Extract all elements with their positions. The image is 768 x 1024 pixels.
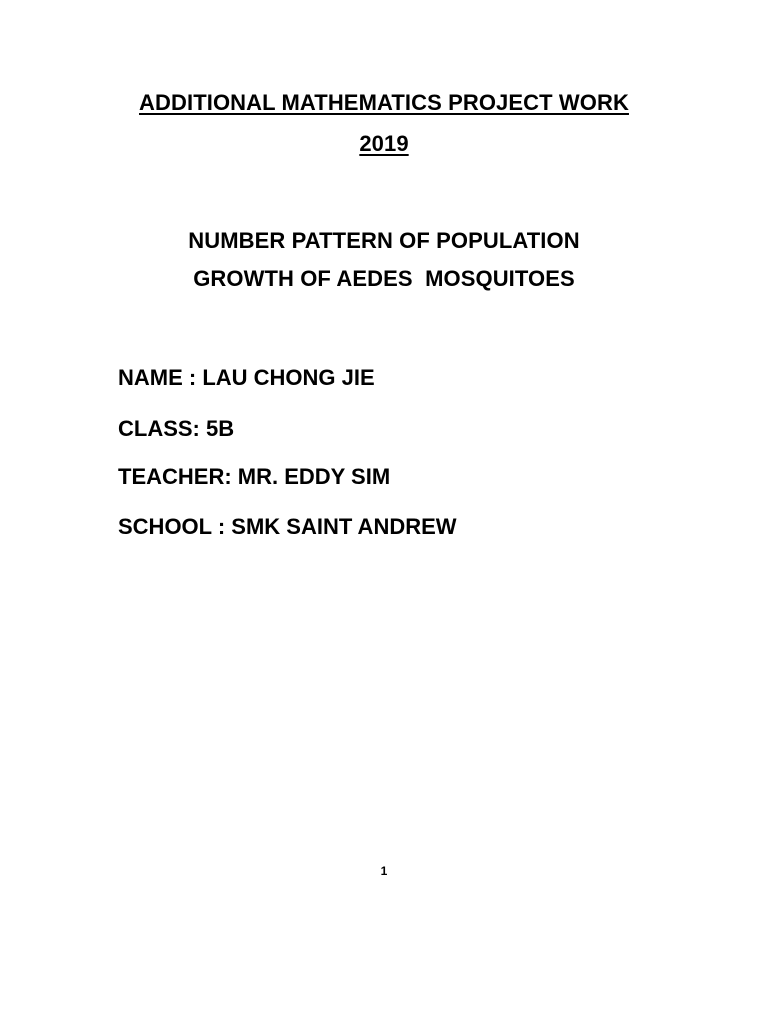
student-class: CLASS: 5B <box>118 416 235 441</box>
student-name: NAME : LAU CHONG JIE <box>118 365 375 390</box>
school-name: SCHOOL : SMK SAINT ANDREW <box>118 514 457 539</box>
page-number: 1 <box>380 864 388 878</box>
teacher-name: TEACHER: MR. EDDY SIM <box>118 464 391 489</box>
project-topic-line-1: NUMBER PATTERN OF POPULATION <box>188 228 580 253</box>
project-heading-year: 2019 <box>359 131 409 156</box>
project-heading-line-1: ADDITIONAL MATHEMATICS PROJECT WORK <box>139 90 629 115</box>
project-topic-line-2: GROWTH OF AEDES MOSQUITOES <box>193 266 575 291</box>
